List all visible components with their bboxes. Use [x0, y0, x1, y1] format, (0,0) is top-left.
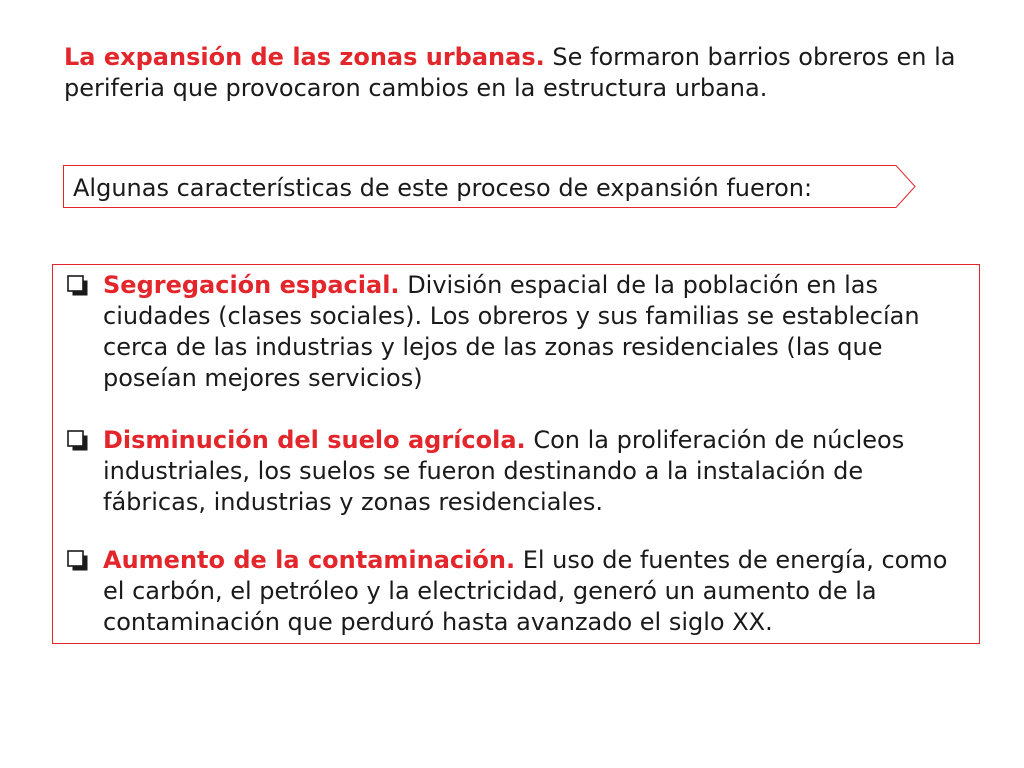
item-title: Aumento de la contaminación. — [103, 546, 516, 574]
list-item — [103, 270, 963, 394]
checkbox-square-icon — [67, 430, 89, 452]
item-title: Segregación espacial. — [103, 271, 400, 299]
checkbox-square-icon — [67, 550, 89, 572]
intro-heading: La expansión de las zonas urbanas. — [64, 43, 545, 71]
item-text: El uso de fuentes de energía, como el carbón, el petróleo y la electricidad, generó un aumento de la contaminación que perduró hasta avanzado el siglo XX. — [103, 546, 948, 636]
item-text: División espacial de la población en las ciudades (clases sociales). Los obreros y sus familias se establecían cerca de las industrias y lejos de las zonas residenciales (las que poseían mejores servicios) — [103, 271, 920, 392]
intro-text: Se formaron barrios obreros en la periferia que provocaron cambios en la estructura urbana. — [64, 43, 956, 102]
item-title: Disminución del suelo agrícola. — [103, 426, 526, 454]
intro-paragraph — [64, 42, 984, 104]
item-text: Con la proliferación de núcleos industriales, los suelos se fueron destinando a la instalación de fábricas, industrias y zonas residenciales. — [103, 426, 905, 516]
callout-text: Algunas características de este proceso de expansión fueron: — [73, 174, 813, 202]
characteristics-list — [52, 264, 980, 644]
list-item — [103, 425, 963, 518]
checkbox-square-icon — [67, 275, 89, 297]
list-item — [103, 545, 963, 638]
